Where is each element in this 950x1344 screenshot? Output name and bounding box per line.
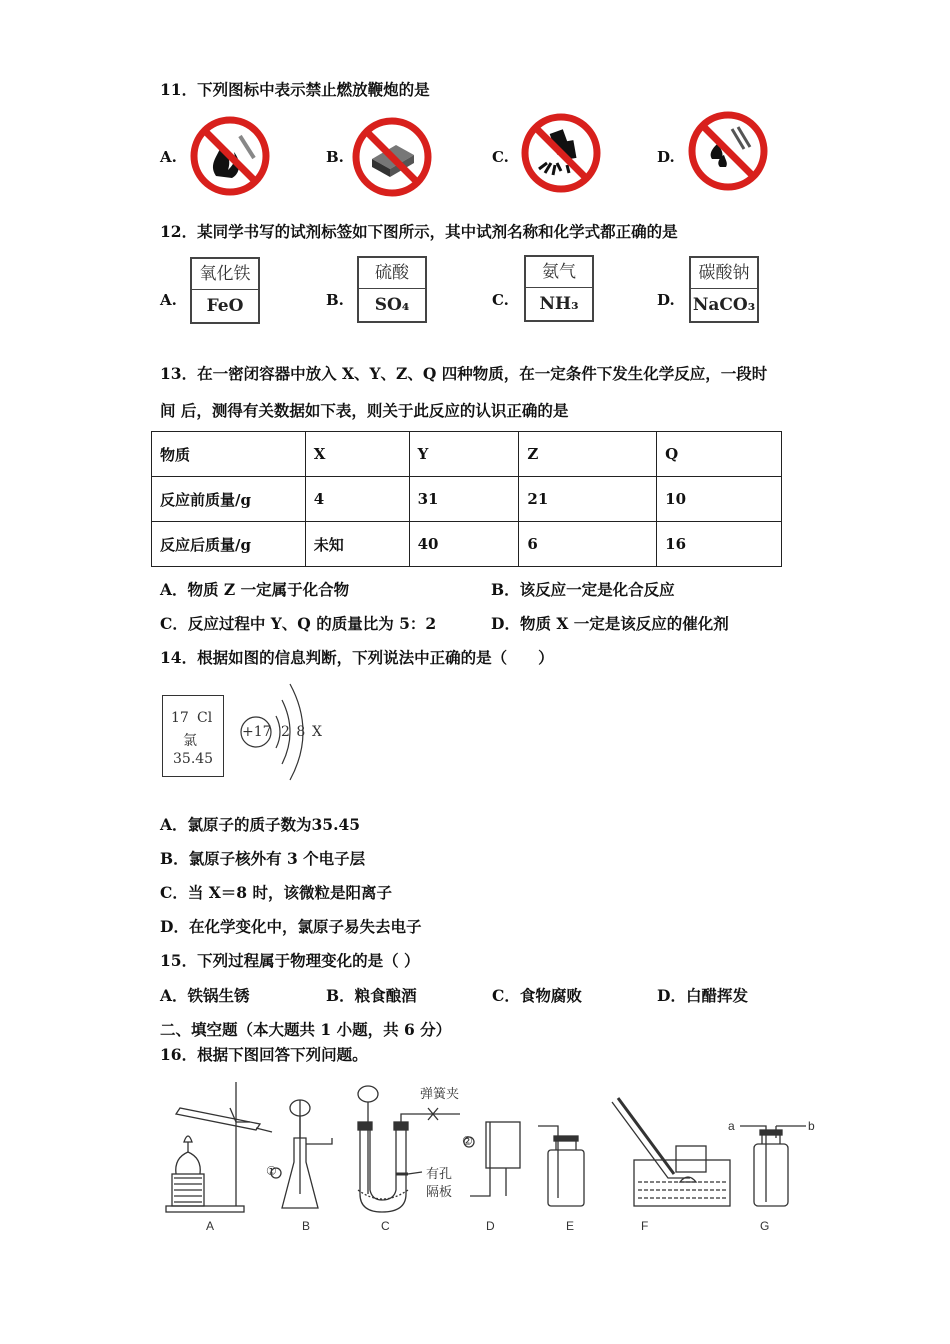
q11-option-d-label: D. xyxy=(657,148,675,166)
table-cell: 未知 xyxy=(305,522,409,567)
table-cell: 21 xyxy=(519,477,657,522)
table-header-cell: 物质 xyxy=(152,432,306,477)
q11-option-c-label: C. xyxy=(492,148,509,166)
q16-label-circle2: ② xyxy=(462,1134,473,1148)
reagent-name-c: 氨气 xyxy=(526,257,592,288)
q13-data-table xyxy=(151,431,782,567)
q14-option-a[interactable]: A．氯原子的质子数为35.45 xyxy=(160,815,361,834)
table-cell: 4 xyxy=(305,477,409,522)
q13-option-d[interactable]: D．物质 X 一定是该反应的催化剂 xyxy=(491,614,729,633)
no-firecracker-icon[interactable] xyxy=(519,111,603,195)
element-name: 氯 xyxy=(183,733,197,749)
reagent-formula-d: NaCO₃ xyxy=(692,295,756,315)
q15-option-b[interactable]: B．粮食酿酒 xyxy=(326,986,417,1005)
atom-outer-electrons: X xyxy=(312,724,322,740)
reagent-name-d: 碳酸钠 xyxy=(691,258,757,289)
q15-option-c[interactable]: C．食物腐败 xyxy=(492,986,582,1005)
element-card xyxy=(162,695,224,777)
q12-option-d-label: D. xyxy=(657,291,675,309)
q12-stem: 12．某同学书写的试剂标签如下图所示，其中试剂名称和化学式都正确的是 xyxy=(160,222,678,241)
table-header-cell: Z xyxy=(519,432,657,477)
reagent-formula-c: NH₃ xyxy=(539,294,579,314)
apparatus-label-d: D xyxy=(486,1219,495,1233)
apparatus-label-b: B xyxy=(302,1219,311,1233)
reagent-name-a: 氧化铁 xyxy=(192,259,258,290)
reagent-label-b[interactable] xyxy=(357,256,427,323)
q13-option-c[interactable]: C．反应过程中 Y、Q 的质量比为 5：2 xyxy=(160,614,437,633)
element-mass: 35.45 xyxy=(173,751,214,767)
q16-label-a: a xyxy=(728,1119,735,1133)
q11-stem: 11．下列图标中表示禁止燃放鞭炮的是 xyxy=(160,80,430,99)
reagent-formula-b: SO₄ xyxy=(374,295,410,315)
reagent-label-c[interactable] xyxy=(524,255,594,322)
section-title: 二、填空题（本大题共 1 小题，共 6 分） xyxy=(160,1020,452,1039)
table-cell: 6 xyxy=(519,522,657,567)
q12-option-a-label: A. xyxy=(160,291,177,309)
reagent-formula-a: FeO xyxy=(206,296,244,316)
q15-option-a[interactable]: A．铁锅生锈 xyxy=(160,986,250,1005)
apparatus-label-g: G xyxy=(760,1219,770,1233)
table-header-row xyxy=(152,432,782,477)
q13-stem-line1: 13．在一密闭容器中放入 X、Y、Z、Q 四种物质，在一定条件下发生化学反应，一段时 xyxy=(160,364,768,383)
table-header-cell: Q xyxy=(657,432,782,477)
table-cell: 31 xyxy=(409,477,519,522)
table-cell: 16 xyxy=(657,522,782,567)
apparatus-diagram xyxy=(160,1078,820,1218)
apparatus-label-c: C xyxy=(381,1219,390,1233)
table-header-cell: X xyxy=(305,432,409,477)
q12-option-c-label: C. xyxy=(492,291,509,309)
q11-option-a-label: A. xyxy=(160,148,177,166)
no-fire-icon[interactable] xyxy=(188,114,272,198)
q16-label-clip: 弹簧夹 xyxy=(420,1086,460,1101)
reagent-label-a[interactable] xyxy=(190,257,260,324)
table-header-cell: Y xyxy=(409,432,519,477)
q16-label-plate1: 有孔 xyxy=(426,1166,453,1181)
q11-option-b-label: B. xyxy=(326,148,344,166)
element-symbol: Cl xyxy=(197,710,213,726)
q13-stem-line2: 间 后，测得有关数据如下表，则关于此反应的认识正确的是 xyxy=(160,401,569,420)
table-cell: 反应后质量/g xyxy=(152,522,306,567)
reagent-label-d[interactable] xyxy=(689,256,759,323)
q15-stem: 15．下列过程属于物理变化的是（ ） xyxy=(160,951,420,970)
no-smoking-icon[interactable] xyxy=(686,109,770,193)
element-number: 17 xyxy=(171,710,189,726)
q13-option-a[interactable]: A．物质 Z 一定属于化合物 xyxy=(160,580,350,599)
no-box-icon[interactable] xyxy=(350,115,434,199)
atom-nucleus-charge: +17 xyxy=(242,724,272,740)
q15-option-d[interactable]: D．白醋挥发 xyxy=(657,986,748,1005)
apparatus-label-f: F xyxy=(641,1219,649,1233)
q14-option-d[interactable]: D．在化学变化中，氯原子易失去电子 xyxy=(160,917,422,936)
q13-option-b[interactable]: B．该反应一定是化合反应 xyxy=(491,580,675,599)
q16-label-circle1: ① xyxy=(266,1164,277,1178)
q14-option-b[interactable]: B．氯原子核外有 3 个电子层 xyxy=(160,849,366,868)
q16-label-plate2: 隔板 xyxy=(426,1184,453,1199)
apparatus-label-e: E xyxy=(566,1219,575,1233)
table-cell: 40 xyxy=(409,522,519,567)
table-cell: 10 xyxy=(657,477,782,522)
table-row xyxy=(152,477,782,522)
q12-option-b-label: B. xyxy=(326,291,344,309)
q16-label-b: b xyxy=(808,1119,815,1133)
table-row xyxy=(152,522,782,567)
q16-stem: 16．根据下图回答下列问题。 xyxy=(160,1045,368,1064)
apparatus-label-a: A xyxy=(206,1219,215,1233)
atom-shell-electrons: 2 8 xyxy=(281,724,307,740)
q14-option-c[interactable]: C．当 X＝8 时，该微粒是阳离子 xyxy=(160,883,392,902)
reagent-name-b: 硫酸 xyxy=(359,258,425,289)
q14-stem: 14．根据如图的信息判断，下列说法中正确的是（ ） xyxy=(160,648,554,667)
table-cell: 反应前质量/g xyxy=(152,477,306,522)
